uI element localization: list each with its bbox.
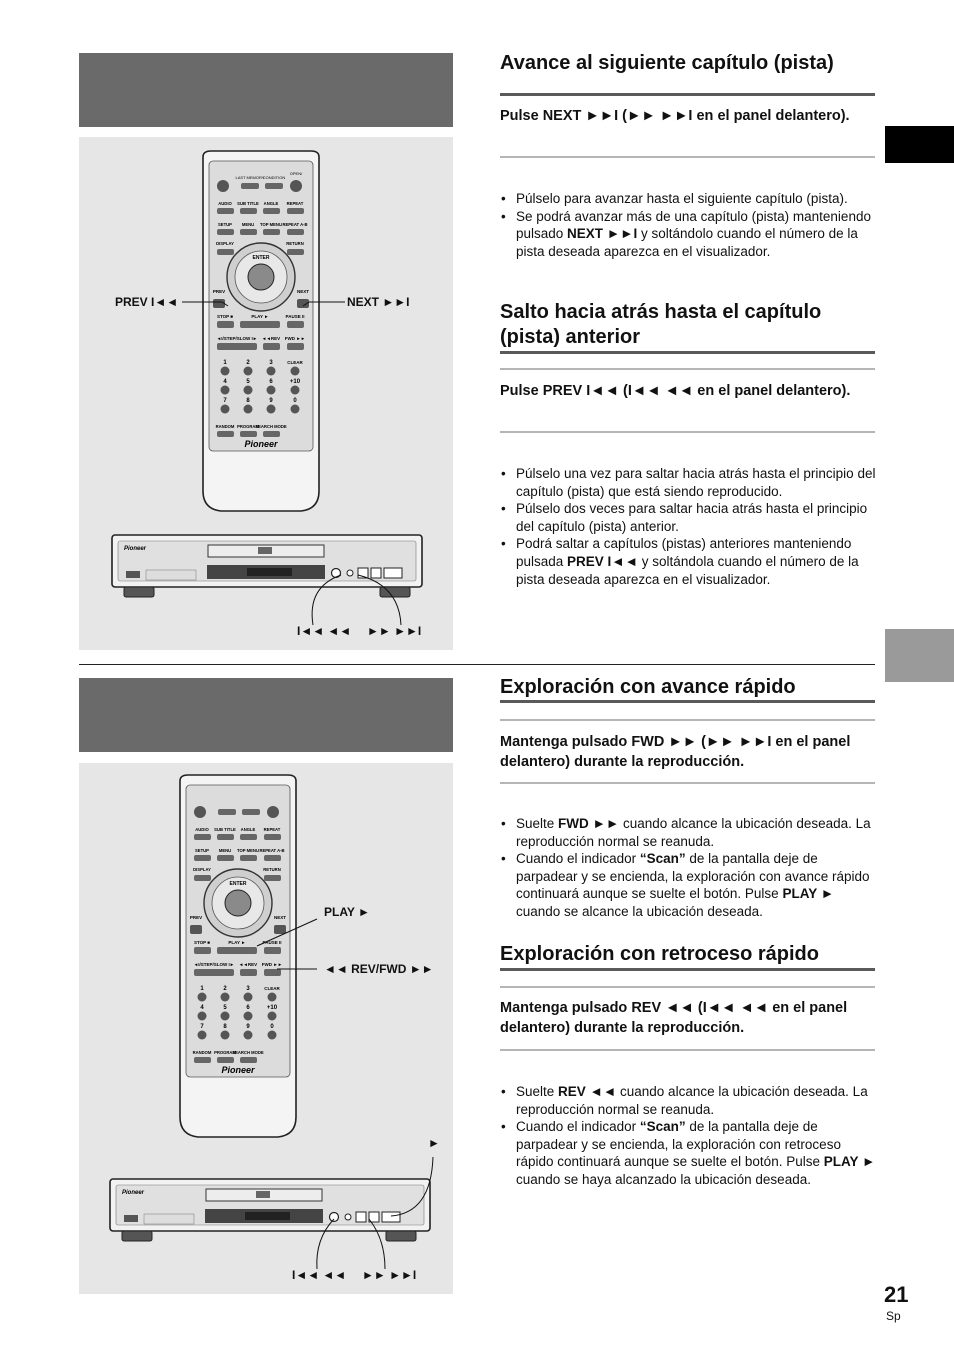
svg-text:REPEAT A-B: REPEAT A-B [259,848,285,853]
svg-text:8: 8 [246,398,250,404]
svg-text:◄◄REV: ◄◄REV [238,962,258,967]
bullet-list-rev [500,1083,878,1189]
svg-text:ENTER: ENTER [229,881,247,887]
svg-text:◄I/STEP/SLOW I►: ◄I/STEP/SLOW I► [216,336,258,341]
svg-text:TOP MENU: TOP MENU [237,848,259,853]
dvd-player [112,535,422,597]
svg-text:Pioneer: Pioneer [124,546,147,552]
svg-text:1: 1 [223,360,227,366]
divider [500,968,875,971]
svg-text:STOP ■: STOP ■ [216,314,234,319]
section-header-block-bottom [79,678,453,752]
svg-text:2: 2 [223,986,227,992]
divider [500,700,875,703]
svg-text:◄I/STEP/SLOW I►: ◄I/STEP/SLOW I► [193,962,235,967]
svg-text:REPEAT: REPEAT [286,201,304,206]
svg-text:PREV: PREV [189,915,203,920]
svg-text:SUB TITLE: SUB TITLE [237,201,259,206]
instruction-fwd: Mantenga pulsado FWD ►► (►► ►►I en el panel delantero) durante la reproducción. [500,734,851,770]
figure-panel-top [79,137,453,650]
player-label-rev-skip: I◄◄ ◄◄ [297,624,352,638]
svg-text:NEXT: NEXT [296,289,310,294]
svg-text:6: 6 [269,379,273,385]
page-number: 21 [884,1282,909,1307]
player-label-rev-skip: I◄◄ ◄◄ [292,1268,347,1282]
svg-text:◄◄REV: ◄◄REV [261,336,281,341]
svg-text:AUDIO: AUDIO [195,827,209,832]
divider [500,93,875,96]
svg-text:ANGLE: ANGLE [263,201,279,206]
divider [500,719,875,721]
svg-text:TOP MENU: TOP MENU [260,222,282,227]
svg-text:0: 0 [293,398,297,404]
svg-text:9: 9 [269,398,273,404]
svg-text:PAUSE II: PAUSE II [285,314,305,319]
heading-fast-reverse: Exploración con retroceso rápido [500,943,819,965]
svg-text:PROGRAM: PROGRAM [237,424,259,429]
edge-tab-black [885,126,954,163]
svg-text:SEARCH MODE: SEARCH MODE [255,424,287,429]
callout-prev: PREV I◄◄ [115,295,179,309]
list-item: • Suelte REV ◄◄ cuando alcance la ubicación deseada. La reproducción normal se reanuda. [500,1083,878,1118]
callout-rev-fwd: ◄◄ REV/FWD ►► [324,962,434,976]
divider [500,986,875,988]
svg-text:4: 4 [200,1005,204,1011]
svg-text:ANGLE: ANGLE [240,827,256,832]
svg-text:ENTER: ENTER [252,255,270,261]
list-item: • Se podrá avanzar más de una capítulo (pista) manteniendo pulsado NEXT ►►I y soltándolo cuando el número de la pista deseada aparezca en el visualizador. [500,208,878,261]
divider [500,782,875,784]
svg-text:1: 1 [200,986,204,992]
list-item: • Cuando el indicador “Scan” de la pantalla deje de parpadear y se encienda, la exploración con avance rápido continuará aunque se suelte el botón. Pulse PLAY ► cuando se alcance la ubicación deseada. [500,850,878,920]
page-language: Sp [886,1309,901,1323]
svg-text:RETURN: RETURN [263,867,281,872]
heading-next-chapter: Avance al siguiente capítulo (pista) [500,52,834,74]
svg-text:7: 7 [200,1024,204,1030]
svg-text:FWD ►►: FWD ►► [261,962,283,967]
player-label-fwd-skip: ►► ►►I [362,1268,417,1282]
svg-text:PREV: PREV [212,289,226,294]
svg-text:SETUP: SETUP [218,222,232,227]
svg-text:PLAY ►: PLAY ► [251,314,269,319]
bullet-list-fwd [500,815,878,921]
svg-text:CLEAR: CLEAR [264,986,280,991]
svg-text:MENU: MENU [241,222,255,227]
list-item: • Púlselo para avanzar hasta el siguiente capítulo (pista). [500,190,878,208]
svg-text:Pioneer: Pioneer [122,1190,145,1196]
svg-text:SEARCH MODE: SEARCH MODE [232,1050,264,1055]
remote-label: LAST MEMORY [235,175,265,180]
edge-tab-gray [885,629,954,682]
svg-text:PROGRAM: PROGRAM [214,1050,236,1055]
svg-text:5: 5 [246,379,250,385]
dvd-player [110,1179,430,1241]
svg-text:5: 5 [223,1005,227,1011]
svg-text:SUB TITLE: SUB TITLE [214,827,236,832]
svg-text:REPEAT: REPEAT [263,827,281,832]
svg-text:CLEAR: CLEAR [287,360,303,365]
svg-text:0: 0 [270,1024,274,1030]
remote-control [180,775,296,1137]
svg-text:NEXT: NEXT [273,915,287,920]
svg-text:PLAY ►: PLAY ► [228,940,246,945]
callout-play: PLAY ► [324,905,370,919]
svg-text:STOP ■: STOP ■ [193,940,211,945]
svg-text:+10: +10 [289,379,301,385]
player-label-play: ► [428,1136,440,1150]
svg-text:3: 3 [269,360,273,366]
instruction-rev: Mantenga pulsado REV ◄◄ (I◄◄ ◄◄ en el panel delantero) durante la reproducción. [500,1000,848,1036]
section-divider [79,664,875,665]
remote-and-player-illustration [79,137,453,650]
svg-text:MENU: MENU [218,848,232,853]
svg-text:OPEN/: OPEN/ [289,171,303,176]
svg-text:DISPLAY: DISPLAY [193,867,211,872]
bullet-list-next [500,190,878,260]
divider [500,1049,875,1051]
divider [500,431,875,433]
instruction-prev: Pulse PREV I◄◄ (I◄◄ ◄◄ en el panel delantero). [500,383,851,399]
svg-text:FWD ►►: FWD ►► [284,336,306,341]
svg-text:Pioneer: Pioneer [244,439,278,449]
section-header-block-top [79,53,453,127]
svg-text:3: 3 [246,986,250,992]
bullet-list-prev [500,465,878,588]
svg-text:PAUSE II: PAUSE II [262,940,282,945]
heading-prev-chapter: Salto hacia atrás hasta el capítulo (pista) anterior [500,301,822,348]
remote-control [203,151,319,511]
divider [500,368,875,370]
svg-text:RANDOM: RANDOM [192,1050,212,1055]
svg-text:SETUP: SETUP [195,848,209,853]
svg-text:7: 7 [223,398,227,404]
divider [500,156,875,158]
player-label-fwd-skip: ►► ►►I [367,624,422,638]
svg-text:AUDIO: AUDIO [218,201,232,206]
svg-text:RANDOM: RANDOM [215,424,235,429]
heading-fast-forward: Exploración con avance rápido [500,676,796,698]
list-item: • Púlselo una vez para saltar hacia atrás hasta el principio del capítulo (pista) que está siendo reproducido. [500,465,878,500]
list-item: • Cuando el indicador “Scan” de la pantalla deje de parpadear y se encienda, la exploración con retroceso rápido continuará aunque se suelte el botón. Pulse PLAY ► cuando se haya alcanzado la ubicación deseada. [500,1118,878,1188]
remote-and-player-illustration [79,763,453,1294]
svg-text:CONDITION: CONDITION [262,175,286,180]
svg-text:6: 6 [246,1005,250,1011]
svg-text:DISPLAY: DISPLAY [216,241,234,246]
list-item: • Suelte FWD ►► cuando alcance la ubicación deseada. La reproducción normal se reanuda. [500,815,878,850]
figure-panel-bottom [79,763,453,1294]
svg-text:8: 8 [223,1024,227,1030]
svg-text:2: 2 [246,360,250,366]
svg-text:Pioneer: Pioneer [221,1065,255,1075]
svg-text:9: 9 [246,1024,250,1030]
divider [500,351,875,354]
svg-text:REPEAT A-B: REPEAT A-B [282,222,308,227]
list-item: • Podrá saltar a capítulos (pistas) anteriores manteniendo pulsada PREV I◄◄ y soltándola cuando el número de la pista deseada aparezca en el visualizador. [500,535,878,588]
callout-next: NEXT ►►I [347,295,410,309]
svg-text:+10: +10 [266,1005,278,1011]
svg-text:4: 4 [223,379,227,385]
svg-text:RETURN: RETURN [286,241,304,246]
list-item: • Púlselo dos veces para saltar hacia atrás hasta el principio del capítulo (pista) anterior. [500,500,878,535]
instruction-next: Pulse NEXT ►►I (►► ►►I en el panel delantero). [500,108,850,124]
